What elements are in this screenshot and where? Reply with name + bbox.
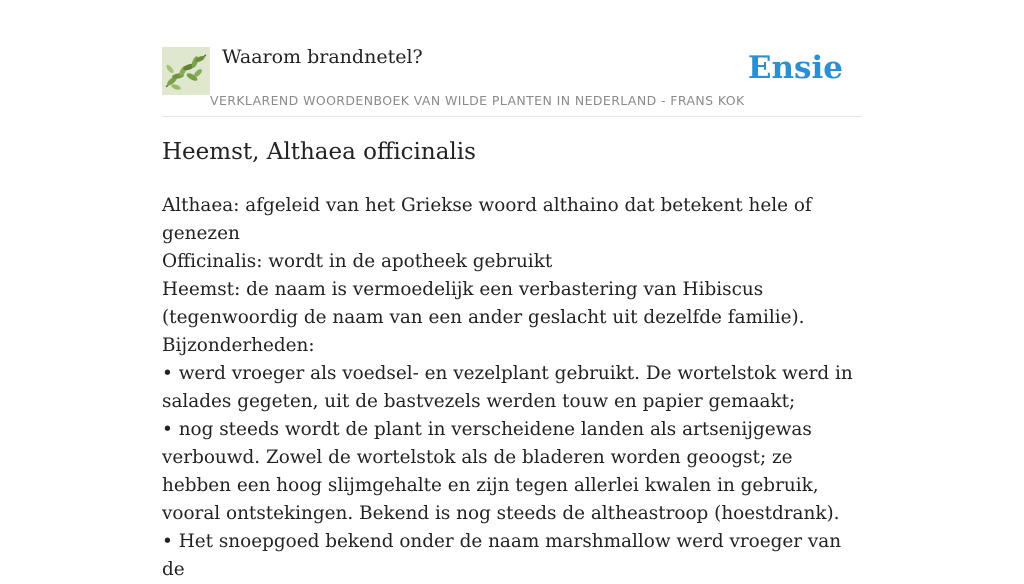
entry-line: Heemst: de naam is vermoedelijk een verbastering van Hibiscus (tegenwoordig de naam van een ander geslacht uit dezelfde familie). [162,279,805,328]
brand-logo[interactable]: Ensie [747,50,843,86]
book-subtitle: VERKLAREND WOORDENBOEK VAN WILDE PLANTEN IN NEDERLAND - FRANS KOK [210,93,745,108]
header [162,0,862,117]
entry-line: • Het snoepgoed bekend onder de naam marshmallow werd vroeger van de [162,531,842,580]
entry-title: Heemst, Althaea officinalis [162,139,476,165]
plant-leaves-icon[interactable] [162,47,210,95]
entry-body [162,192,866,584]
entry-line: Officinalis: wordt in de apotheek gebruikt [162,251,553,272]
book-title[interactable]: Waarom brandnetel? [222,46,423,68]
entry-line: Bijzonderheden: [162,335,315,356]
entry-line: • nog steeds wordt de plant in verscheidene landen als artsenijgewas verbouwd. Zowel de wortelstok als de bladeren worden geoogst; ze hebben een hoog slijmgehalte en zijn tegen allerlei kwalen in gebruik, vooral ontstekingen. Bekend is nog steeds de altheastroop (hoestdrank). [162,419,840,524]
entry-line: • werd vroeger als voedsel- en vezelplant gebruikt. De wortelstok werd in salades gegeten, uit de bastvezels werden touw en papier gemaakt; [162,363,853,412]
entry-line: Althaea: afgeleid van het Griekse woord althaino dat betekent hele of genezen [162,195,812,244]
